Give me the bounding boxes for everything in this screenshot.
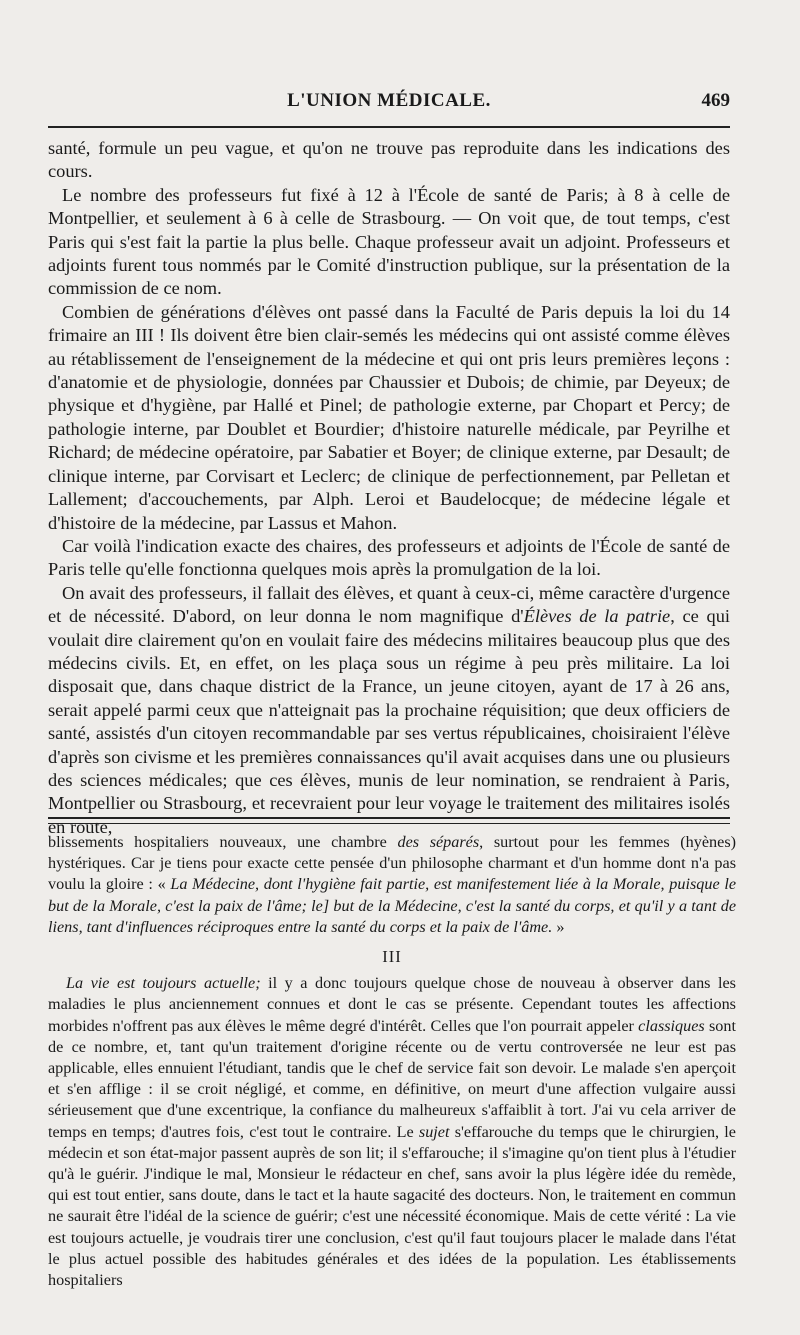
text-run: , ce qui voulait dire clairement qu'on en voulait faire des médecins militaires beaucoup plus que des médecins civils. Et, en effet, on les plaça sous un régime à peu près militaire. La loi disposait que, dans chaque district de la France, un jeune citoyen, ayant de 17 à 26 ans, serait appelé parmi ceux que n'atteignait pas la prochaine réquisition; que deux officiers de santé, assistés d'un citoyen recommandable par ses vertus républicaines, choisiraient l'élève d'après son civisme et les premières connaissances qu'il avait acquises dans une ou plusieurs des sciences médicales; que ces élèves, munis de leur nomination, se rendraient à Paris, Montpellier ou Strasbourg, et recevraient pour leur voyage le traitement des militaires isolés en route, [48,606,731,837]
italic-phrase: sujet [418,1122,450,1141]
paragraph: santé, formule un peu vague, et qu'on ne trouve pas reproduite dans les indications des cours. [48,138,730,182]
text-run: » [552,917,565,936]
text-run: blissements hospitaliers nouveaux, une chambre [48,833,398,851]
page-number: 469 [701,90,730,111]
section-number: III [382,947,402,967]
paragraph [48,973,736,1291]
text-run: il y a donc toujours quelque chose de nouveau à observer dans les maladies le plus anciennement connues et dont le cas se présente. Cependant toutes les affections morbides n'offrent pas aux élèves le même degré d'intérêt. Celles que l'on pourrait appeler [48,974,736,1035]
paragraph [48,832,736,938]
paragraph: Le nombre des professeurs fut fixé à 12 à l'École de santé de Paris; à 8 à celle de Montpellier, et seulement à 6 à celle de Strasbourg. — On voit que, de tout temps, c'est Paris qui s'est fait la partie la plus belle. Chaque professeur avait un adjoint. Professeurs et adjoints furent tous nommés par le Comité d'instruction publique, sur la présentation de la commission de ce nom. [48,184,730,299]
paragraph: Car voilà l'indication exacte des chaires, des professeurs et adjoints de l'École de santé de Paris telle qu'elle fonctionna quelques mois après la promulgation de la loi. [48,535,730,580]
feuilleton [48,832,736,1291]
italic-phrase: des séparés [397,833,480,851]
italic-phrase: Élèves de la patrie [523,606,671,627]
main-article [48,137,730,839]
header-rule [48,126,730,128]
text-run: On avait des professeurs, il fallait des élèves, et quant à ceux-ci, même caractère d'urgence et de nécessité. D'abord, on leur donna le nom magnifique d' [48,582,730,627]
page-header [48,88,730,120]
text-run: s'effarouche du temps que le chirurgien, le médecin et son état-major passent auprès de son lit; il s'effarouche; il s'imagine qu'on tient plus à l'étudier qu'à le guérir. J'indique le mal, Monsieur le rédacteur en chef, sans avoir la plus légère idée du remède, qui est tout entier, sans doute, dans le tact et la haute sagacité des docteurs. Non, le traitement en commun ne saurait être l'idéal de la science de guérir; c'est une nécessité économique. Mais de cette vérité : La vie est toujours actuelle, je voudrais tirer une conclusion, c'est qu'il faut toujours placer le malade dans l'état le plus actuel possible des habitudes générales et des idées de la population. Les établissements hospitaliers [48,1122,736,1290]
italic-quote: La Médecine, dont l'hygiène fait partie, est manifestement liée à la Morale, puisque le but de la Morale, c'est la paix de l'âme; le] but de la Médecine, c'est la santé du corps, et qu'il y a tant de liens, tant d'influences réciproques entre la santé du corps et la paix de l'âme. [48,875,737,936]
text-run: sont de ce nombre, et, tant qu'un traitement d'origine récente ou de vertu controversée ne leur est pas applicable, elles ennuient l'étudiant, tandis que le chef de service fait son devoir. Le malade s'en aperçoit et s'en afflige : il se croit négligé, et comme, en définitive, on meurt d'une affection vulgaire aussi sérieusement que d'une excentrique, la confiance du malheureux s'affaiblit à tort. J'ai vu cela arriver de temps en temps; d'autres fois, c'est tout le contraire. Le [48,1016,736,1141]
paragraph [48,582,730,839]
running-title: L'UNION MÉDICALE. [287,90,491,111]
text-run: , surtout pour les femmes (hyènes) hystériques. Car je tiens pour exacte cette pensée d'un philosophe charmant et d'un homme dont n'a pas voulu la gloire : « [48,833,737,894]
paragraph: Combien de générations d'élèves ont passé dans la Faculté de Paris depuis la loi du 14 frimaire an III ! Ils doivent être bien clair-semés les médecins qui ont assisté comme élèves au rétablissement de l'enseignement de la médecine et qui ont pris leurs premières leçons : d'anatomie et de physiologie, données par Chaussier et Dubois; de chimie, par Deyeux; de physique et d'hygiène, par Hallé et Pinel; de pathologie externe, par Chopart et Percy; de pathologie interne, par Doublet et Bourdier; d'histoire naturelle médicale, par Peyrilhe et Richard; de médecine opératoire, par Sabatier et Boyer; de clinique externe, par Desault; de clinique interne, par Corvisart et Leclerc; de clinique de perfectionnement, par Pelletan et Lallement; d'accouchements, par Alph. Leroi et Baudelocque; de médecine légale et d'histoire de la médecine, par Lassus et Mahon. [48,301,730,533]
italic-phrase: La vie est toujours actuelle; [66,974,261,993]
feuilleton-divider [48,817,730,824]
italic-phrase: classiques [638,1016,705,1035]
